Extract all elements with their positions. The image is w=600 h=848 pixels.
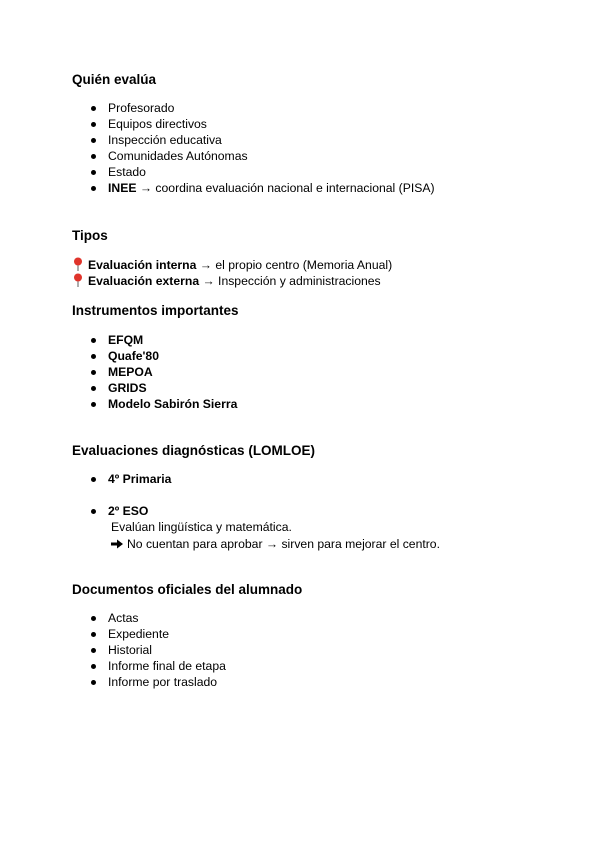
heading-diagnosticas: Evaluaciones diagnósticas (LOMLOE) — [72, 443, 316, 458]
interna-label: Evaluación interna — [88, 258, 197, 272]
list-item: Informe final de etapa — [72, 658, 226, 674]
inee-label: INEE — [108, 181, 137, 195]
list-item: 4º Primaria — [72, 471, 171, 487]
heading-documentos: Documentos oficiales del alumnado — [72, 582, 303, 597]
list-item: Equipos directivos — [72, 116, 435, 132]
externa-text: → Inspección y administraciones — [199, 274, 381, 288]
list-item: 2º ESO — [72, 503, 148, 519]
externa-label: Evaluación externa — [88, 274, 200, 288]
list-item: Profesorado — [72, 100, 435, 116]
list-item: Historial — [72, 642, 226, 658]
list-eso — [72, 503, 148, 519]
eso-note: Evalúan lingüística y matemática. — [111, 520, 292, 534]
list-primaria — [72, 471, 171, 487]
list-item-inee — [72, 180, 435, 196]
list-item: Expediente — [72, 626, 226, 642]
list-item: Inspección educativa — [72, 132, 435, 148]
tipo-externa — [72, 273, 381, 289]
list-item: Informe por traslado — [72, 674, 226, 690]
list-quien-evalua — [72, 100, 435, 196]
heading-quien-evalua: Quién evalúa — [72, 72, 157, 87]
list-item: MEPOA — [72, 364, 237, 380]
pushpin-icon — [72, 257, 84, 271]
eso-note-2-text: No cuentan para aprobar → sirven para mejorar el centro. — [127, 537, 440, 551]
tipo-interna — [72, 257, 392, 273]
list-item: Comunidades Autónomas — [72, 148, 435, 164]
list-item: Quafe'80 — [72, 348, 237, 364]
list-documentos — [72, 610, 226, 690]
interna-text: → el propio centro (Memoria Anual) — [196, 258, 393, 272]
list-item: Estado — [72, 164, 435, 180]
heading-tipos: Tipos — [72, 228, 108, 243]
inee-text: → coordina evaluación nacional e internacional (PISA) — [136, 181, 435, 195]
right-arrow-icon — [111, 539, 123, 549]
pushpin-icon — [72, 273, 84, 287]
list-instrumentos — [72, 332, 237, 412]
eso-note-2 — [111, 536, 440, 552]
list-item: GRIDS — [72, 380, 237, 396]
list-item: Modelo Sabirón Sierra — [72, 396, 237, 412]
list-item: Actas — [72, 610, 226, 626]
heading-instrumentos: Instrumentos importantes — [72, 303, 239, 318]
list-item: EFQM — [72, 332, 237, 348]
